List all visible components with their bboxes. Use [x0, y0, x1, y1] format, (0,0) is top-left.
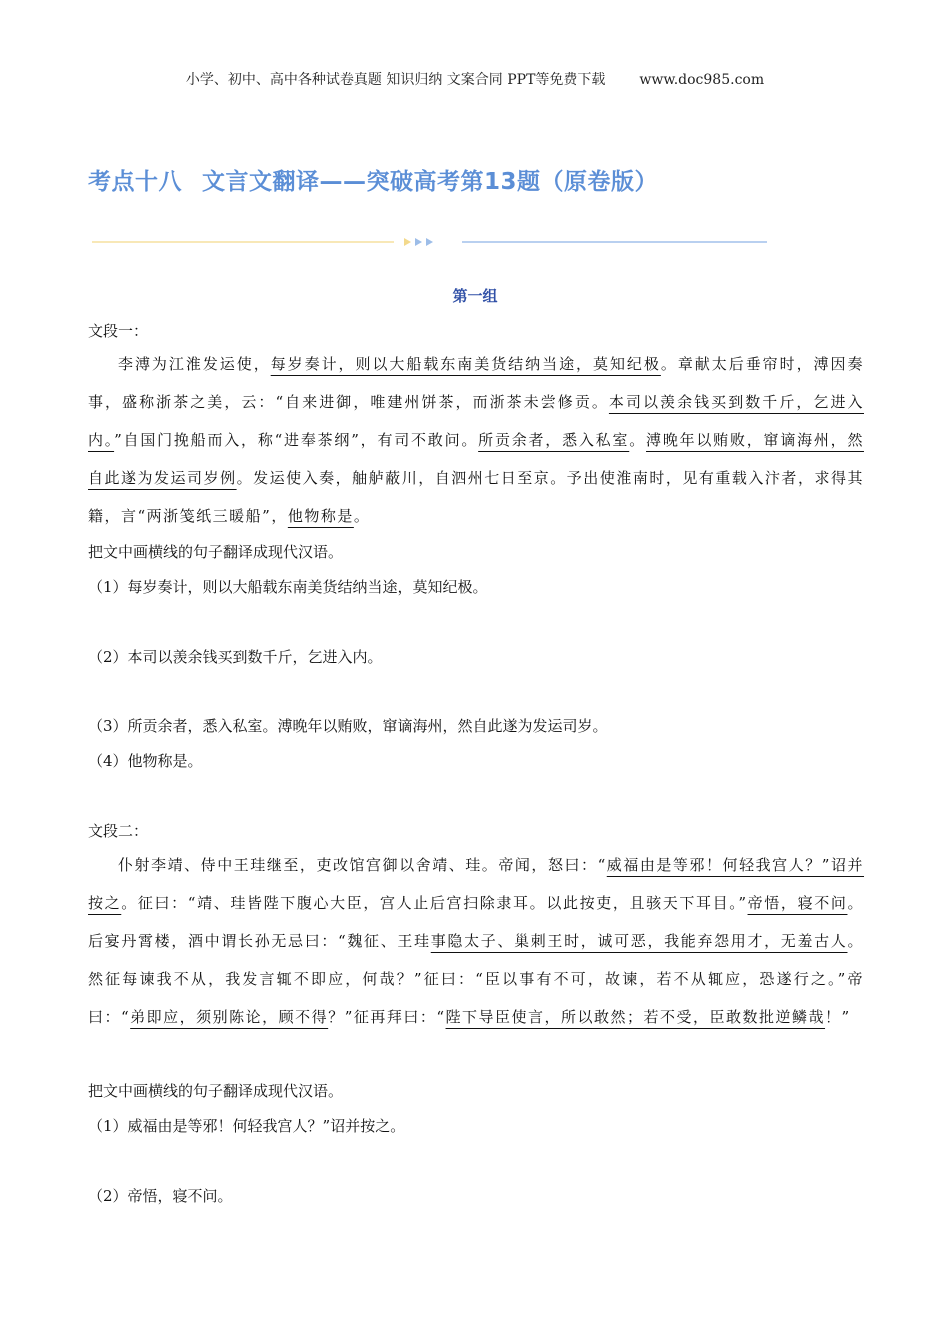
section1-label: 文段一： — [88, 322, 149, 340]
group-title: 第一组 — [452, 287, 498, 305]
underlined-sentence: 所贡余者，悉入私室 — [478, 431, 630, 449]
underlined-sentence: 弟即应，须别陈论，顾不得 — [130, 1008, 329, 1026]
section1-question-2: （2）本司以羡余钱买到数千斤，乞进入内。 — [88, 648, 383, 666]
passage-text: ？”征再拜曰：“ — [328, 1008, 446, 1026]
passage-text: 。 — [629, 431, 647, 449]
section1-question-1: （1）每岁奏计，则以大船载东南美货结纳当途，莫知纪极。 — [88, 578, 488, 596]
title-part1: 考点十八 — [88, 169, 182, 195]
passage-text: 。征曰：“靖、珪皆陛下腹心大臣，宫人止后宫扫除隶耳。以此按吏，且骇天下耳目。” — [121, 894, 748, 912]
underlined-sentence: 陛下导臣使言，所以敢然；若不受，臣敢数批逆鳞哉 — [445, 1008, 826, 1026]
section1-question-3: （3）所贡余者，悉入私室。溥晚年以贿败，窜谪海州，然自此遂为发运司岁。 — [88, 717, 608, 735]
section2-passage — [88, 846, 864, 1036]
header-site[interactable]: www.doc985.com — [639, 72, 765, 88]
page-header — [0, 69, 950, 89]
underlined-sentence: 事隐太子、巢刺王时，诚可恶，我能弃怨用才，无羞古人 — [430, 932, 848, 950]
section1-passage — [88, 345, 864, 535]
underlined-sentence: 本司以羡余钱买到数千斤，乞进入内。 — [88, 393, 864, 449]
passage-text: 。 — [353, 507, 371, 525]
section2-question-1: （1）威福由是等邪！何轻我宫人？”诏并按之。 — [88, 1117, 406, 1135]
section1-instruction: 把文中画横线的句子翻译成现代汉语。 — [88, 543, 344, 561]
underlined-sentence: 帝悟，寝不问 — [747, 894, 848, 912]
section2-label: 文段二： — [88, 822, 149, 840]
underlined-sentence: 威福由是等邪！何轻我宫人？”诏并按之 — [88, 856, 865, 912]
passage-text: 。然征每谏我不从，我发言辄不即应，何哉？”征曰：“臣以事有不可，故谏，若不从辄应，恐遂行之。”帝曰：“ — [88, 932, 864, 1026]
underlined-sentence: 他物称是 — [287, 507, 354, 525]
title-divider — [92, 232, 767, 252]
passage-text: 。章献太后垂帘时，溥因奏事，盛称浙茶之美，云：“自来进御，唯建州饼茶，而浙茶未尝修贡。 — [88, 355, 864, 411]
passage-text: 。发运使入奏，舳舻蔽川，自泗州七日至京。予出使淮南时，见有重载入汴者，求得其籍，言“两浙笺纸三暖船”， — [88, 469, 864, 525]
passage-text: ！” — [825, 1008, 851, 1026]
section2-question-2: （2）帝悟，寝不问。 — [88, 1187, 233, 1205]
passage-text: 李溥为江淮发运使， — [118, 355, 271, 373]
passage-text: ”自国门挽船而入，称“进奉茶纲”，有司不敢问。 — [114, 431, 479, 449]
underlined-sentence: 每岁奏计，则以大船载东南美货结纳当途，莫知纪极 — [270, 355, 661, 373]
section1-question-4: （4）他物称是。 — [88, 752, 203, 770]
page-title — [88, 163, 658, 196]
passage-text: 。后宴丹霄楼，酒中谓长孙无忌曰：“魏征、王珪 — [88, 894, 864, 950]
title-part2: 文言文翻译——突破高考第13题（原卷版） — [202, 169, 659, 195]
underlined-sentence: 溥晚年以贿败，窜谪海州，然自此遂为发运司岁例 — [88, 431, 864, 487]
header-text: 小学、初中、高中各种试卷真题 知识归纳 文案合同 PPT等免费下载 — [185, 72, 606, 88]
section2-instruction: 把文中画横线的句子翻译成现代汉语。 — [88, 1082, 344, 1100]
passage-text: 仆射李靖、侍中王珪继至，吏改馆宫御以舍靖、珪。帝闻，怒曰：“ — [118, 856, 607, 874]
